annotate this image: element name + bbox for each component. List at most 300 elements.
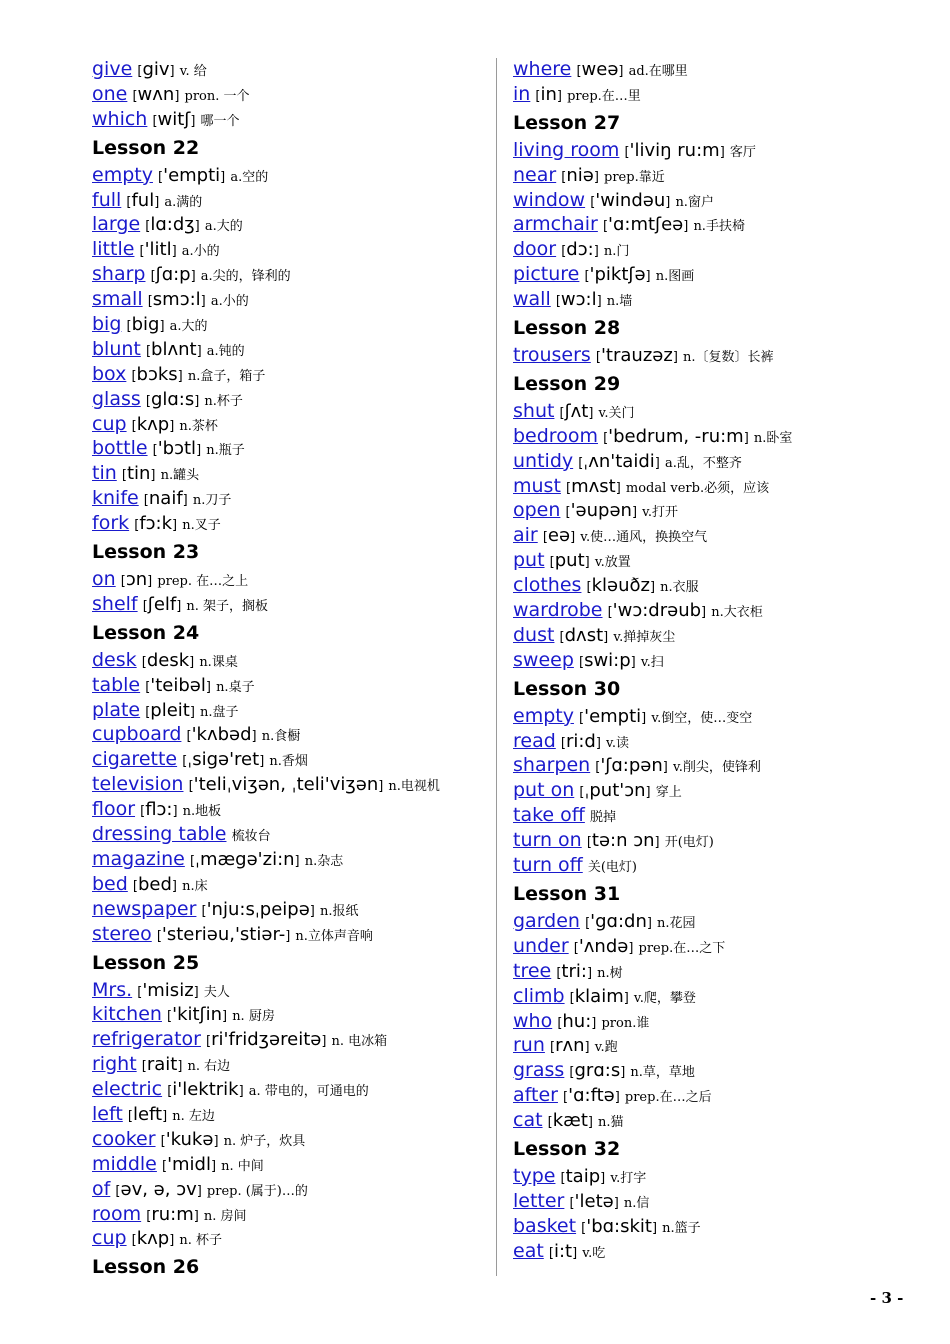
vocab-word-link[interactable]: must bbox=[513, 474, 561, 497]
vocab-word-link[interactable]: plate bbox=[92, 698, 141, 721]
phonetic-text: 'kʌbəd bbox=[191, 724, 252, 746]
vocab-entry bbox=[513, 778, 913, 803]
phonetic-text: desk bbox=[146, 649, 190, 671]
vocab-entry bbox=[513, 1058, 913, 1083]
phonetic-text: mʌst bbox=[571, 475, 616, 497]
vocab-entry bbox=[92, 1177, 492, 1202]
vocab-word-link[interactable]: open bbox=[513, 499, 561, 522]
vocab-word-link[interactable]: desk bbox=[92, 648, 137, 671]
phonetic: ['kitʃin] bbox=[167, 1004, 228, 1026]
definition: n. 右边 bbox=[187, 1059, 231, 1075]
vocab-word-link[interactable]: bedroom bbox=[513, 424, 598, 447]
phonetic-text: 'teliˌviʒən, ˌteli'viʒən bbox=[193, 774, 379, 796]
phonetic: [naif] bbox=[143, 488, 188, 510]
vocab-entry bbox=[513, 984, 913, 1009]
phonetic-text: klaim bbox=[574, 985, 624, 1007]
phonetic-text: rait bbox=[146, 1054, 178, 1076]
phonetic-text: 'empti bbox=[584, 705, 642, 727]
vocab-word-link[interactable]: small bbox=[92, 288, 143, 311]
vocab-word-link[interactable]: refrigerator bbox=[92, 1028, 201, 1051]
vocab-word-link[interactable]: window bbox=[513, 188, 586, 211]
phonetic: [giv] bbox=[137, 59, 175, 80]
phonetic: [rʌn] bbox=[550, 1035, 590, 1057]
vocab-entry bbox=[92, 436, 492, 461]
phonetic: [ru:m] bbox=[146, 1203, 199, 1225]
phonetic-text: ʃʌt bbox=[564, 400, 589, 422]
vocab-word-link[interactable]: bed bbox=[92, 872, 128, 895]
definition: a.大的 bbox=[204, 219, 243, 235]
vocab-word-link[interactable]: blunt bbox=[92, 337, 141, 360]
definition: v.吃 bbox=[582, 1245, 606, 1261]
vocab-word-link[interactable]: climb bbox=[513, 984, 565, 1007]
vocab-entry bbox=[92, 57, 492, 82]
definition: n.门 bbox=[603, 244, 630, 260]
vocab-word-link[interactable]: take off bbox=[513, 804, 585, 827]
vocab-entry bbox=[513, 188, 913, 213]
vocab-entry bbox=[513, 828, 913, 853]
phonetic-text: pleit bbox=[150, 699, 190, 721]
vocab-word-link[interactable]: after bbox=[513, 1084, 558, 1107]
vocab-entry bbox=[92, 922, 492, 947]
phonetic-text: bɔks bbox=[136, 363, 178, 385]
definition: n.墙 bbox=[606, 294, 633, 310]
definition: n. 电冰箱 bbox=[331, 1034, 388, 1050]
phonetic-text: giv bbox=[142, 59, 170, 80]
phonetic-text: ru:m bbox=[151, 1203, 194, 1225]
vocab-word-link[interactable]: cooker bbox=[92, 1127, 156, 1150]
phonetic-text: eə bbox=[547, 525, 571, 547]
phonetic: ['teibəl] bbox=[145, 674, 211, 696]
phonetic: ['ʃɑ:pən] bbox=[595, 755, 668, 777]
vocab-word-link[interactable]: give bbox=[92, 58, 133, 80]
definition: a.尖的，锋利的 bbox=[200, 269, 291, 285]
vocab-entry bbox=[513, 573, 913, 598]
vocab-entry bbox=[513, 343, 913, 368]
vocab-word-link[interactable]: under bbox=[513, 934, 569, 957]
definition: n.篮子 bbox=[662, 1220, 701, 1236]
vocab-word-link[interactable]: put bbox=[513, 549, 545, 572]
vocab-word-link[interactable]: stereo bbox=[92, 922, 152, 945]
vocab-entry bbox=[513, 424, 913, 449]
lesson-heading: Lesson 26 bbox=[92, 1256, 200, 1279]
phonetic-text: ɔn bbox=[125, 569, 148, 591]
vocab-entry bbox=[92, 486, 492, 511]
lesson-heading: Lesson 29 bbox=[513, 372, 621, 395]
definition: prep.靠近 bbox=[604, 169, 665, 185]
phonetic: [niə] bbox=[561, 164, 599, 186]
vocab-word-link[interactable]: left bbox=[92, 1102, 123, 1125]
vocab-entry bbox=[513, 399, 913, 424]
definition: n. 架子，搁板 bbox=[186, 598, 269, 614]
vocab-entry bbox=[513, 729, 913, 754]
phonetic-text: 'ɑ:mtʃeə bbox=[608, 214, 684, 236]
phonetic-text: put bbox=[554, 550, 585, 572]
vocab-entry bbox=[92, 237, 492, 262]
phonetic: [ɔn] bbox=[120, 569, 153, 591]
phonetic: ['ɑ:ftə] bbox=[563, 1085, 620, 1107]
vocab-entry bbox=[92, 722, 492, 747]
vocab-word-link[interactable]: grass bbox=[513, 1059, 565, 1082]
vocab-entry bbox=[513, 548, 913, 573]
phonetic-text: 'letə bbox=[574, 1190, 614, 1212]
vocab-word-link[interactable]: glass bbox=[92, 387, 141, 410]
phonetic: [i'lektrik] bbox=[167, 1079, 244, 1101]
phonetic-text: 'bɑ:skit bbox=[586, 1215, 652, 1237]
phonetic-text: kʌp bbox=[136, 413, 170, 435]
vocab-word-link[interactable]: picture bbox=[513, 263, 580, 286]
vocab-entry bbox=[92, 797, 492, 822]
phonetic: ['ʌndə] bbox=[573, 935, 634, 957]
vocab-entry bbox=[92, 822, 492, 847]
definition: a.满的 bbox=[164, 194, 203, 210]
vocab-word-link[interactable]: read bbox=[513, 729, 556, 752]
vocab-word-link[interactable]: dust bbox=[513, 623, 555, 646]
vocab-word-link[interactable]: television bbox=[92, 773, 184, 796]
phonetic-text: niə bbox=[566, 164, 594, 186]
vocab-entry bbox=[513, 474, 913, 499]
vocab-entry bbox=[513, 753, 913, 778]
column-divider bbox=[496, 58, 497, 1276]
vocab-entry bbox=[92, 978, 492, 1003]
vocab-entry bbox=[92, 1002, 492, 1027]
phonetic-text: 'teibəl bbox=[150, 674, 206, 696]
vocab-entry bbox=[513, 803, 913, 828]
vocab-entry bbox=[92, 567, 492, 592]
vocab-word-link[interactable]: cigarette bbox=[92, 748, 178, 771]
vocab-word-link[interactable]: right bbox=[92, 1053, 137, 1076]
vocab-entry bbox=[92, 163, 492, 188]
phonetic: [tə:n ɔn] bbox=[586, 830, 660, 852]
vocab-entry bbox=[513, 1239, 913, 1264]
definition: n.课桌 bbox=[199, 654, 238, 670]
vocab-word-link[interactable]: floor bbox=[92, 798, 136, 821]
phonetic: [swi:p] bbox=[578, 649, 636, 671]
vocab-word-link[interactable]: turn off bbox=[513, 854, 583, 877]
lesson-heading: Lesson 27 bbox=[513, 111, 621, 134]
vocab-word-link[interactable]: fork bbox=[92, 512, 130, 535]
phonetic-text: ri'fridʒəreitə bbox=[211, 1029, 322, 1051]
vocab-word-link[interactable]: one bbox=[92, 82, 128, 105]
definition: a. 带电的，可通电的 bbox=[248, 1084, 369, 1100]
vocab-entry bbox=[92, 648, 492, 673]
definition: n. 杯子 bbox=[179, 1233, 223, 1249]
definition: n.树 bbox=[597, 965, 623, 981]
phonetic: ['əupən] bbox=[565, 500, 638, 522]
phonetic-text: ˌsigə'ret bbox=[187, 749, 260, 771]
phonetic-text: ful bbox=[131, 189, 155, 211]
definition: n.衣服 bbox=[660, 580, 699, 596]
vocab-word-link[interactable]: basket bbox=[513, 1214, 577, 1237]
phonetic-text: bed bbox=[137, 873, 172, 895]
vocab-entry bbox=[92, 107, 492, 132]
phonetic-text: 'steriəu,'stiər- bbox=[161, 923, 286, 945]
vocab-word-link[interactable]: sweep bbox=[513, 648, 574, 671]
vocab-word-link[interactable]: little bbox=[92, 238, 135, 261]
vocab-word-link[interactable]: bottle bbox=[92, 437, 148, 460]
definition: v.掸掉灰尘 bbox=[613, 629, 676, 645]
definition: v.打字 bbox=[610, 1170, 647, 1186]
vocab-entry bbox=[92, 897, 492, 922]
phonetic: ['windəu] bbox=[590, 189, 671, 211]
vocab-entry bbox=[513, 598, 913, 623]
phonetic: [ʃɑ:p] bbox=[150, 264, 196, 286]
phonetic: ['litl] bbox=[139, 239, 177, 261]
vocab-word-link[interactable]: wardrobe bbox=[513, 599, 603, 622]
definition: a.空的 bbox=[230, 169, 269, 185]
vocab-word-link[interactable]: wall bbox=[513, 288, 551, 311]
vocab-word-link[interactable]: clothes bbox=[513, 574, 582, 597]
definition: v.打开 bbox=[642, 505, 679, 521]
phonetic-text: hu: bbox=[562, 1010, 592, 1032]
definition: n.报纸 bbox=[319, 903, 359, 919]
phonetic: ['bɑ:skit] bbox=[581, 1215, 658, 1237]
vocab-word-link[interactable]: knife bbox=[92, 487, 139, 510]
phonetic: [kləuðz] bbox=[586, 575, 656, 597]
phonetic-text: tə:n ɔn bbox=[591, 830, 655, 852]
vocab-word-link[interactable]: trousers bbox=[513, 344, 591, 367]
vocab-entry bbox=[92, 287, 492, 312]
phonetic-text: in bbox=[540, 83, 557, 105]
phonetic-text: kʌp bbox=[136, 1228, 170, 1250]
vocab-word-link[interactable]: empty bbox=[92, 163, 153, 186]
vocab-word-link[interactable]: armchair bbox=[513, 213, 598, 236]
phonetic: ['nju:sˌpeipə] bbox=[201, 898, 315, 920]
phonetic-text: ˌʌn'taidi bbox=[583, 450, 655, 472]
definition: pron.谁 bbox=[601, 1015, 650, 1031]
vocab-entry bbox=[92, 1102, 492, 1127]
vocab-entry bbox=[513, 57, 913, 82]
vocab-entry bbox=[513, 1033, 913, 1058]
phonetic: [glɑ:s] bbox=[145, 388, 200, 410]
phonetic-text: 'midl bbox=[167, 1153, 211, 1175]
definition: n.食橱 bbox=[261, 729, 301, 745]
phonetic-text: 'nju:sˌpeipə bbox=[206, 898, 310, 920]
phonetic-text: dɔ: bbox=[566, 239, 594, 261]
vocab-word-link[interactable]: table bbox=[92, 673, 141, 696]
definition: n.叉子 bbox=[182, 518, 221, 534]
phonetic: ['steriəu,'stiər-] bbox=[156, 923, 291, 945]
vocab-word-link[interactable]: turn on bbox=[513, 829, 582, 852]
vocab-word-link[interactable]: kitchen bbox=[92, 1003, 162, 1026]
phonetic: [ˌʌn'taidi] bbox=[578, 450, 660, 472]
phonetic-text: 'piktʃə bbox=[589, 264, 646, 286]
vocab-word-link[interactable]: shut bbox=[513, 399, 555, 422]
definition: prep.在…之下 bbox=[638, 940, 726, 956]
vocab-word-link[interactable]: box bbox=[92, 362, 127, 385]
right-column bbox=[513, 57, 913, 1264]
vocab-word-link[interactable]: put on bbox=[513, 779, 575, 802]
phonetic-text: 'liviŋ ru:m bbox=[629, 139, 720, 161]
lesson-heading: Lesson 25 bbox=[92, 951, 200, 974]
phonetic: ['empti] bbox=[158, 164, 226, 186]
phonetic: [bed] bbox=[132, 873, 177, 895]
vocab-word-link[interactable]: garden bbox=[513, 909, 580, 932]
vocab-entry bbox=[92, 747, 492, 772]
definition: n.地板 bbox=[182, 804, 222, 820]
vocab-word-link[interactable]: in bbox=[513, 82, 531, 105]
phonetic: [desk] bbox=[141, 649, 195, 671]
vocab-word-link[interactable]: living room bbox=[513, 138, 620, 161]
vocab-entry bbox=[92, 1152, 492, 1177]
vocab-entry bbox=[513, 1189, 913, 1214]
phonetic-text: əv, ə, ɔv bbox=[120, 1178, 197, 1200]
definition: a.大的 bbox=[169, 319, 208, 335]
definition: n.大衣柜 bbox=[711, 605, 763, 621]
vocab-entry bbox=[513, 623, 913, 648]
vocab-word-link[interactable]: cup bbox=[92, 412, 127, 435]
vocab-word-link[interactable]: type bbox=[513, 1164, 556, 1187]
vocab-word-link[interactable]: large bbox=[92, 213, 141, 236]
vocab-word-link[interactable]: tin bbox=[92, 462, 117, 485]
definition: n.瓶子 bbox=[206, 443, 245, 459]
phonetic-text: 'trauzəz bbox=[600, 345, 673, 367]
vocab-entry bbox=[92, 212, 492, 237]
definition: n.罐头 bbox=[160, 468, 200, 484]
vocab-entry bbox=[513, 909, 913, 934]
phonetic: ['liviŋ ru:m] bbox=[624, 139, 725, 161]
vocab-word-link[interactable]: of bbox=[92, 1177, 111, 1200]
vocab-entry bbox=[92, 1052, 492, 1077]
vocab-entry bbox=[92, 412, 492, 437]
definition: n.桌子 bbox=[216, 679, 255, 695]
lesson-heading: Lesson 30 bbox=[513, 677, 621, 700]
phonetic: [rait] bbox=[141, 1054, 183, 1076]
definition: a.乱，不整齐 bbox=[664, 455, 742, 471]
definition: 脱掉 bbox=[589, 810, 616, 826]
phonetic: [tin] bbox=[121, 463, 156, 485]
definition: v.关门 bbox=[598, 405, 635, 421]
vocab-entry bbox=[92, 362, 492, 387]
definition: v.跑 bbox=[594, 1040, 618, 1056]
definition: n.信 bbox=[623, 1195, 650, 1211]
vocab-entry bbox=[513, 648, 913, 673]
vocab-word-link[interactable]: door bbox=[513, 238, 557, 261]
definition: 梳妆台 bbox=[231, 829, 271, 845]
vocab-word-link[interactable]: where bbox=[513, 58, 572, 80]
vocab-word-link[interactable]: who bbox=[513, 1009, 553, 1032]
definition: n.杯子 bbox=[204, 393, 243, 409]
phonetic-text: dʌst bbox=[564, 624, 604, 646]
phonetic: [kʌp] bbox=[131, 1228, 175, 1250]
vocab-word-link[interactable]: untidy bbox=[513, 449, 574, 472]
vocab-entry bbox=[92, 772, 492, 797]
vocab-entry bbox=[513, 212, 913, 237]
vocab-word-link[interactable]: room bbox=[92, 1202, 142, 1225]
definition: n.窗户 bbox=[675, 194, 714, 210]
vocab-word-link[interactable]: which bbox=[92, 107, 148, 130]
phonetic-text: i'lektrik bbox=[172, 1079, 239, 1101]
phonetic: [kæt] bbox=[547, 1110, 593, 1132]
definition: n.香烟 bbox=[269, 754, 308, 770]
vocab-word-link[interactable]: cat bbox=[513, 1109, 543, 1132]
vocab-word-link[interactable]: near bbox=[513, 163, 557, 186]
phonetic: ['piktʃə] bbox=[584, 264, 651, 286]
definition: v.倒空，使…变空 bbox=[651, 710, 753, 726]
phonetic: [weə] bbox=[576, 59, 624, 80]
definition: n.茶杯 bbox=[179, 418, 218, 434]
page-number: - 3 - bbox=[870, 1289, 904, 1307]
vocab-word-link[interactable]: electric bbox=[92, 1078, 163, 1101]
phonetic-text: weə bbox=[581, 59, 619, 80]
phonetic: [big] bbox=[126, 314, 165, 336]
vocab-entry bbox=[513, 934, 913, 959]
phonetic-text: ˌmægə'zi:n bbox=[195, 848, 295, 870]
definition: n.床 bbox=[182, 878, 208, 894]
vocab-word-link[interactable]: shelf bbox=[92, 592, 138, 615]
phonetic-text: 'kukə bbox=[165, 1128, 214, 1150]
definition: v.扫 bbox=[640, 654, 664, 670]
definition: n. 房间 bbox=[203, 1208, 247, 1224]
definition: 开(电灯) bbox=[664, 835, 714, 851]
phonetic-text: lɑ:dʒ bbox=[150, 214, 195, 236]
vocab-word-link[interactable]: Mrs. bbox=[92, 978, 133, 1001]
phonetic-text: 'windəu bbox=[595, 189, 666, 211]
phonetic: [bɔks] bbox=[131, 363, 183, 385]
definition: a.钝的 bbox=[206, 343, 245, 359]
vocab-word-link[interactable]: newspaper bbox=[92, 897, 197, 920]
vocab-entry bbox=[513, 1214, 913, 1239]
phonetic-text: ʃɑ:p bbox=[155, 264, 191, 286]
vocab-word-link[interactable]: eat bbox=[513, 1239, 544, 1262]
definition: n. 中间 bbox=[221, 1158, 264, 1174]
phonetic: [əv, ə, ɔv] bbox=[115, 1178, 202, 1200]
phonetic: ['letə] bbox=[569, 1190, 619, 1212]
phonetic: [ri'fridʒəreitə] bbox=[206, 1029, 327, 1051]
phonetic: [lɑ:dʒ] bbox=[145, 214, 200, 236]
vocab-word-link[interactable]: air bbox=[513, 524, 538, 547]
definition: a.小的 bbox=[210, 294, 249, 310]
vocab-word-link[interactable]: middle bbox=[92, 1152, 157, 1175]
vocab-entry bbox=[513, 138, 913, 163]
vocab-word-link[interactable]: dressing table bbox=[92, 823, 227, 846]
vocab-word-link[interactable]: sharpen bbox=[513, 754, 591, 777]
definition: n.花园 bbox=[657, 915, 696, 931]
vocab-word-link[interactable]: sharp bbox=[92, 263, 146, 286]
definition: v.读 bbox=[606, 735, 629, 751]
vocab-word-link[interactable]: big bbox=[92, 313, 122, 336]
phonetic: ['bedrum, -ru:m] bbox=[603, 425, 749, 447]
vocab-entry bbox=[513, 237, 913, 262]
vocab-word-link[interactable]: full bbox=[92, 188, 122, 211]
phonetic-text: 'gɑ:dn bbox=[590, 910, 647, 932]
definition: 哪一个 bbox=[200, 113, 240, 129]
phonetic: [in] bbox=[535, 83, 562, 105]
vocab-entry bbox=[513, 1083, 913, 1108]
vocab-entry bbox=[92, 847, 492, 872]
vocab-word-link[interactable]: on bbox=[92, 568, 116, 591]
vocab-word-link[interactable]: empty bbox=[513, 704, 574, 727]
phonetic-text: glɑ:s bbox=[150, 388, 195, 410]
vocab-entry bbox=[92, 337, 492, 362]
phonetic: ['bɔtl] bbox=[152, 438, 202, 460]
vocab-word-link[interactable]: cup bbox=[92, 1227, 127, 1250]
phonetic-text: 'kitʃin bbox=[172, 1004, 223, 1026]
vocab-word-link[interactable]: run bbox=[513, 1034, 545, 1057]
vocab-word-link[interactable]: cupboard bbox=[92, 723, 182, 746]
phonetic: [left] bbox=[127, 1103, 168, 1125]
vocab-entry bbox=[92, 1127, 492, 1152]
vocab-word-link[interactable]: tree bbox=[513, 959, 552, 982]
vocab-word-link[interactable]: magazine bbox=[92, 847, 185, 870]
definition: n.草，草地 bbox=[630, 1065, 695, 1081]
definition: v.放置 bbox=[594, 555, 631, 571]
vocab-entry bbox=[92, 82, 492, 107]
phonetic-text: left bbox=[132, 1103, 163, 1125]
vocab-word-link[interactable]: letter bbox=[513, 1189, 565, 1212]
phonetic: [ˌmægə'zi:n] bbox=[189, 848, 300, 870]
lesson-heading: Lesson 24 bbox=[92, 621, 200, 644]
phonetic-text: flɔ: bbox=[145, 799, 173, 821]
